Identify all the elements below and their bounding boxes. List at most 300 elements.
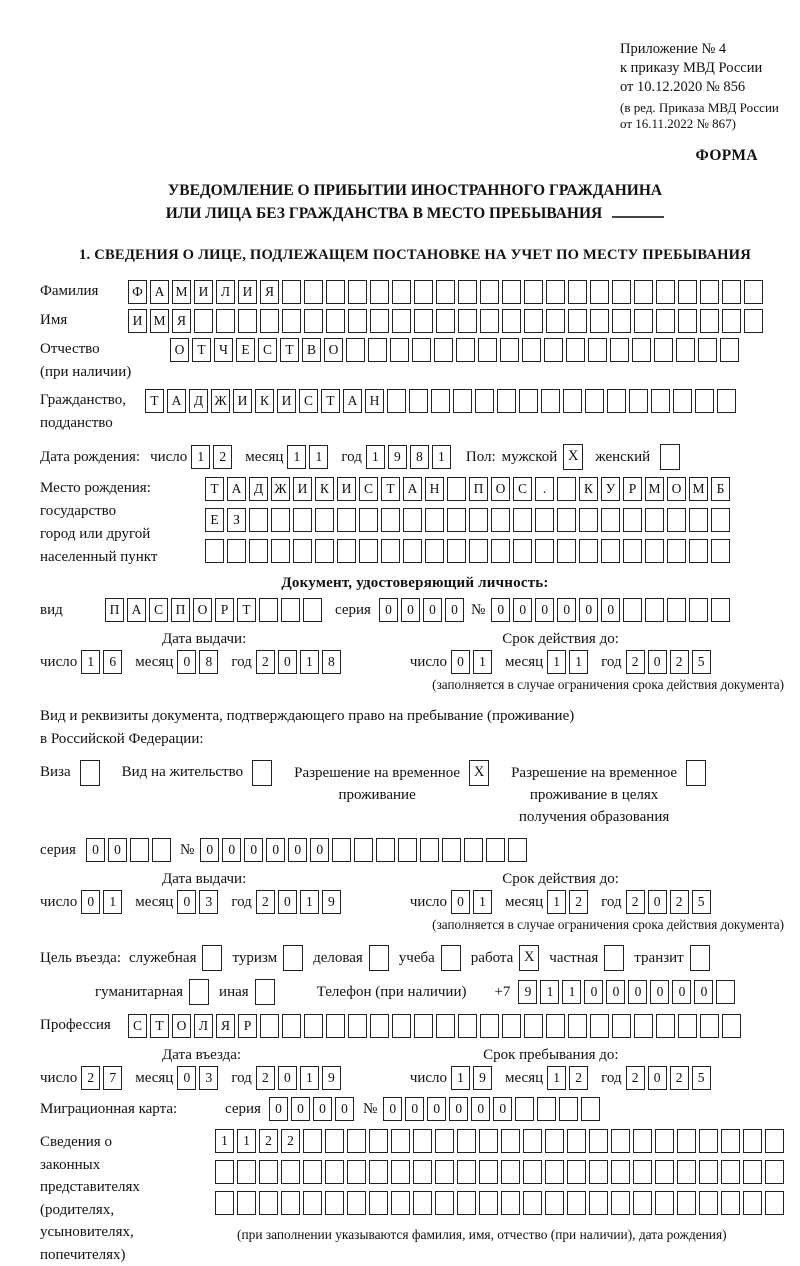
char-cell[interactable] bbox=[304, 280, 323, 304]
char-cell[interactable]: Т bbox=[205, 477, 224, 501]
char-cell[interactable]: 0 bbox=[471, 1097, 490, 1121]
char-cell[interactable] bbox=[347, 1191, 366, 1215]
char-cell[interactable]: О bbox=[667, 477, 686, 501]
char-cell[interactable]: 0 bbox=[650, 980, 669, 1004]
sex-female-checkbox[interactable] bbox=[660, 444, 680, 470]
char-cell[interactable] bbox=[678, 280, 697, 304]
char-cell[interactable] bbox=[623, 508, 642, 532]
char-cell[interactable]: 2 bbox=[281, 1129, 300, 1153]
char-cell[interactable] bbox=[347, 1160, 366, 1184]
char-cell[interactable]: 0 bbox=[269, 1097, 288, 1121]
char-cell[interactable]: 9 bbox=[473, 1066, 492, 1090]
char-cell[interactable]: Е bbox=[205, 508, 224, 532]
char-cell[interactable] bbox=[524, 1014, 543, 1038]
purpose-other-checkbox[interactable] bbox=[255, 979, 275, 1005]
purpose-work-checkbox[interactable]: X bbox=[519, 945, 539, 971]
char-cell[interactable] bbox=[544, 338, 563, 362]
char-cell[interactable] bbox=[667, 539, 686, 563]
char-cell[interactable]: 0 bbox=[86, 838, 105, 862]
char-cell[interactable] bbox=[607, 389, 626, 413]
char-cell[interactable] bbox=[667, 508, 686, 532]
char-cell[interactable] bbox=[645, 539, 664, 563]
char-cell[interactable] bbox=[413, 1129, 432, 1153]
char-cell[interactable] bbox=[486, 838, 505, 862]
char-cell[interactable]: С bbox=[149, 598, 168, 622]
char-cell[interactable] bbox=[194, 309, 213, 333]
char-cell[interactable]: 0 bbox=[278, 1066, 297, 1090]
char-cell[interactable] bbox=[522, 338, 541, 362]
char-cell[interactable]: 1 bbox=[473, 890, 492, 914]
char-cell[interactable]: . bbox=[535, 477, 554, 501]
char-cell[interactable]: Л bbox=[194, 1014, 213, 1038]
char-cell[interactable]: 0 bbox=[291, 1097, 310, 1121]
char-cell[interactable] bbox=[667, 598, 686, 622]
char-cell[interactable] bbox=[698, 338, 717, 362]
char-cell[interactable]: 1 bbox=[547, 650, 566, 674]
char-cell[interactable]: Т bbox=[381, 477, 400, 501]
char-cell[interactable] bbox=[479, 1191, 498, 1215]
char-cell[interactable]: Т bbox=[321, 389, 340, 413]
char-cell[interactable] bbox=[370, 1014, 389, 1038]
char-cell[interactable] bbox=[414, 309, 433, 333]
char-cell[interactable]: П bbox=[171, 598, 190, 622]
char-cell[interactable] bbox=[677, 1129, 696, 1153]
char-cell[interactable]: О bbox=[170, 338, 189, 362]
char-cell[interactable] bbox=[590, 1014, 609, 1038]
char-cell[interactable] bbox=[458, 280, 477, 304]
char-cell[interactable] bbox=[281, 1191, 300, 1215]
char-cell[interactable]: К bbox=[315, 477, 334, 501]
char-cell[interactable]: З bbox=[227, 508, 246, 532]
char-cell[interactable] bbox=[721, 1129, 740, 1153]
char-cell[interactable]: М bbox=[172, 280, 191, 304]
char-cell[interactable]: 0 bbox=[335, 1097, 354, 1121]
char-cell[interactable] bbox=[497, 389, 516, 413]
char-cell[interactable]: 0 bbox=[451, 650, 470, 674]
char-cell[interactable] bbox=[678, 309, 697, 333]
char-cell[interactable]: 1 bbox=[300, 890, 319, 914]
char-cell[interactable] bbox=[502, 309, 521, 333]
char-cell[interactable]: 2 bbox=[670, 1066, 689, 1090]
char-cell[interactable]: 0 bbox=[513, 598, 532, 622]
char-cell[interactable]: Р bbox=[623, 477, 642, 501]
purpose-private-checkbox[interactable] bbox=[604, 945, 624, 971]
char-cell[interactable]: Р bbox=[238, 1014, 257, 1038]
char-cell[interactable]: 0 bbox=[310, 838, 329, 862]
char-cell[interactable] bbox=[337, 539, 356, 563]
char-cell[interactable]: 1 bbox=[215, 1129, 234, 1153]
char-cell[interactable] bbox=[678, 1014, 697, 1038]
char-cell[interactable] bbox=[524, 309, 543, 333]
char-cell[interactable] bbox=[409, 389, 428, 413]
char-cell[interactable]: С bbox=[258, 338, 277, 362]
char-cell[interactable]: И bbox=[194, 280, 213, 304]
char-cell[interactable] bbox=[557, 508, 576, 532]
char-cell[interactable]: 0 bbox=[606, 980, 625, 1004]
char-cell[interactable]: 5 bbox=[692, 1066, 711, 1090]
char-cell[interactable] bbox=[480, 309, 499, 333]
char-cell[interactable]: 0 bbox=[451, 890, 470, 914]
char-cell[interactable]: 0 bbox=[177, 650, 196, 674]
char-cell[interactable]: 8 bbox=[199, 650, 218, 674]
char-cell[interactable] bbox=[315, 508, 334, 532]
char-cell[interactable] bbox=[677, 1191, 696, 1215]
char-cell[interactable] bbox=[744, 309, 763, 333]
char-cell[interactable]: А bbox=[150, 280, 169, 304]
char-cell[interactable] bbox=[611, 1191, 630, 1215]
char-cell[interactable]: 0 bbox=[423, 598, 442, 622]
char-cell[interactable] bbox=[392, 309, 411, 333]
char-cell[interactable]: 1 bbox=[237, 1129, 256, 1153]
char-cell[interactable] bbox=[337, 508, 356, 532]
char-cell[interactable] bbox=[765, 1160, 784, 1184]
char-cell[interactable] bbox=[249, 508, 268, 532]
char-cell[interactable] bbox=[281, 598, 300, 622]
temp-residence-checkbox[interactable]: X bbox=[469, 760, 489, 786]
char-cell[interactable] bbox=[645, 508, 664, 532]
char-cell[interactable]: А bbox=[343, 389, 362, 413]
char-cell[interactable] bbox=[271, 539, 290, 563]
char-cell[interactable] bbox=[325, 1129, 344, 1153]
char-cell[interactable] bbox=[391, 1160, 410, 1184]
purpose-humanitarian-checkbox[interactable] bbox=[189, 979, 209, 1005]
char-cell[interactable] bbox=[447, 508, 466, 532]
char-cell[interactable] bbox=[413, 1191, 432, 1215]
char-cell[interactable] bbox=[656, 309, 675, 333]
char-cell[interactable]: М bbox=[689, 477, 708, 501]
char-cell[interactable]: 0 bbox=[445, 598, 464, 622]
char-cell[interactable] bbox=[431, 389, 450, 413]
char-cell[interactable] bbox=[502, 280, 521, 304]
char-cell[interactable] bbox=[398, 838, 417, 862]
char-cell[interactable] bbox=[413, 1160, 432, 1184]
char-cell[interactable]: 0 bbox=[81, 890, 100, 914]
char-cell[interactable] bbox=[469, 539, 488, 563]
char-cell[interactable] bbox=[435, 1129, 454, 1153]
char-cell[interactable] bbox=[425, 508, 444, 532]
char-cell[interactable] bbox=[478, 338, 497, 362]
char-cell[interactable]: 0 bbox=[557, 598, 576, 622]
char-cell[interactable] bbox=[369, 1191, 388, 1215]
char-cell[interactable]: А bbox=[403, 477, 422, 501]
char-cell[interactable] bbox=[601, 508, 620, 532]
char-cell[interactable] bbox=[589, 1191, 608, 1215]
char-cell[interactable]: 2 bbox=[256, 1066, 275, 1090]
char-cell[interactable]: 2 bbox=[256, 650, 275, 674]
char-cell[interactable] bbox=[523, 1129, 542, 1153]
char-cell[interactable] bbox=[700, 280, 719, 304]
char-cell[interactable]: 0 bbox=[266, 838, 285, 862]
char-cell[interactable]: 1 bbox=[81, 650, 100, 674]
char-cell[interactable]: 2 bbox=[259, 1129, 278, 1153]
char-cell[interactable] bbox=[557, 477, 576, 501]
char-cell[interactable] bbox=[513, 539, 532, 563]
char-cell[interactable] bbox=[515, 1097, 534, 1121]
char-cell[interactable]: И bbox=[128, 309, 147, 333]
char-cell[interactable] bbox=[546, 1014, 565, 1038]
char-cell[interactable] bbox=[475, 389, 494, 413]
char-cell[interactable]: 1 bbox=[547, 1066, 566, 1090]
char-cell[interactable] bbox=[634, 309, 653, 333]
char-cell[interactable] bbox=[559, 1097, 578, 1121]
char-cell[interactable]: 2 bbox=[213, 445, 232, 469]
char-cell[interactable]: 0 bbox=[177, 1066, 196, 1090]
char-cell[interactable] bbox=[722, 309, 741, 333]
char-cell[interactable] bbox=[479, 1160, 498, 1184]
char-cell[interactable] bbox=[303, 1160, 322, 1184]
char-cell[interactable] bbox=[535, 539, 554, 563]
char-cell[interactable] bbox=[347, 1129, 366, 1153]
char-cell[interactable]: И bbox=[233, 389, 252, 413]
char-cell[interactable]: 1 bbox=[103, 890, 122, 914]
char-cell[interactable] bbox=[215, 1191, 234, 1215]
char-cell[interactable]: 0 bbox=[278, 890, 297, 914]
char-cell[interactable]: М bbox=[645, 477, 664, 501]
char-cell[interactable] bbox=[282, 280, 301, 304]
char-cell[interactable] bbox=[519, 389, 538, 413]
char-cell[interactable] bbox=[673, 389, 692, 413]
char-cell[interactable]: С bbox=[513, 477, 532, 501]
char-cell[interactable] bbox=[215, 1160, 234, 1184]
char-cell[interactable] bbox=[502, 1014, 521, 1038]
char-cell[interactable] bbox=[589, 1129, 608, 1153]
char-cell[interactable] bbox=[293, 508, 312, 532]
char-cell[interactable]: 1 bbox=[562, 980, 581, 1004]
char-cell[interactable]: П bbox=[469, 477, 488, 501]
char-cell[interactable] bbox=[216, 309, 235, 333]
char-cell[interactable] bbox=[523, 1160, 542, 1184]
char-cell[interactable] bbox=[403, 508, 422, 532]
char-cell[interactable]: 0 bbox=[177, 890, 196, 914]
char-cell[interactable] bbox=[656, 1014, 675, 1038]
char-cell[interactable]: 9 bbox=[322, 1066, 341, 1090]
char-cell[interactable]: 0 bbox=[427, 1097, 446, 1121]
char-cell[interactable]: 0 bbox=[601, 598, 620, 622]
char-cell[interactable]: 7 bbox=[103, 1066, 122, 1090]
char-cell[interactable]: 1 bbox=[569, 650, 588, 674]
char-cell[interactable] bbox=[359, 539, 378, 563]
char-cell[interactable]: 1 bbox=[309, 445, 328, 469]
char-cell[interactable] bbox=[332, 838, 351, 862]
char-cell[interactable] bbox=[412, 338, 431, 362]
temp-residence-education-checkbox[interactable] bbox=[686, 760, 706, 786]
char-cell[interactable] bbox=[612, 309, 631, 333]
char-cell[interactable] bbox=[376, 838, 395, 862]
char-cell[interactable] bbox=[381, 508, 400, 532]
char-cell[interactable] bbox=[359, 508, 378, 532]
char-cell[interactable] bbox=[612, 1014, 631, 1038]
char-cell[interactable] bbox=[403, 539, 422, 563]
char-cell[interactable]: 0 bbox=[648, 890, 667, 914]
char-cell[interactable] bbox=[711, 508, 730, 532]
char-cell[interactable]: 2 bbox=[81, 1066, 100, 1090]
char-cell[interactable] bbox=[464, 838, 483, 862]
char-cell[interactable] bbox=[563, 389, 582, 413]
char-cell[interactable] bbox=[699, 1129, 718, 1153]
char-cell[interactable] bbox=[508, 838, 527, 862]
char-cell[interactable]: 0 bbox=[648, 1066, 667, 1090]
char-cell[interactable]: Т bbox=[145, 389, 164, 413]
char-cell[interactable] bbox=[152, 838, 171, 862]
char-cell[interactable] bbox=[721, 1160, 740, 1184]
char-cell[interactable] bbox=[259, 1191, 278, 1215]
char-cell[interactable] bbox=[633, 1160, 652, 1184]
char-cell[interactable] bbox=[720, 338, 739, 362]
char-cell[interactable] bbox=[655, 1129, 674, 1153]
char-cell[interactable] bbox=[676, 338, 695, 362]
char-cell[interactable]: Я bbox=[172, 309, 191, 333]
sex-male-checkbox[interactable]: X bbox=[563, 444, 583, 470]
char-cell[interactable] bbox=[348, 1014, 367, 1038]
char-cell[interactable] bbox=[743, 1191, 762, 1215]
char-cell[interactable]: 3 bbox=[199, 890, 218, 914]
char-cell[interactable]: 0 bbox=[584, 980, 603, 1004]
char-cell[interactable] bbox=[523, 1191, 542, 1215]
char-cell[interactable] bbox=[722, 280, 741, 304]
char-cell[interactable] bbox=[469, 508, 488, 532]
char-cell[interactable] bbox=[567, 1191, 586, 1215]
char-cell[interactable] bbox=[524, 280, 543, 304]
char-cell[interactable]: Я bbox=[216, 1014, 235, 1038]
char-cell[interactable] bbox=[447, 477, 466, 501]
char-cell[interactable] bbox=[689, 598, 708, 622]
char-cell[interactable]: 0 bbox=[278, 650, 297, 674]
char-cell[interactable] bbox=[590, 309, 609, 333]
char-cell[interactable] bbox=[205, 539, 224, 563]
char-cell[interactable] bbox=[700, 309, 719, 333]
char-cell[interactable] bbox=[722, 1014, 741, 1038]
char-cell[interactable]: Я bbox=[260, 280, 279, 304]
char-cell[interactable] bbox=[743, 1160, 762, 1184]
char-cell[interactable]: Ж bbox=[271, 477, 290, 501]
char-cell[interactable]: С bbox=[359, 477, 378, 501]
char-cell[interactable]: О bbox=[491, 477, 510, 501]
char-cell[interactable]: Н bbox=[425, 477, 444, 501]
char-cell[interactable] bbox=[456, 338, 475, 362]
char-cell[interactable] bbox=[535, 508, 554, 532]
char-cell[interactable] bbox=[260, 1014, 279, 1038]
char-cell[interactable] bbox=[513, 508, 532, 532]
char-cell[interactable]: 2 bbox=[569, 1066, 588, 1090]
char-cell[interactable] bbox=[447, 539, 466, 563]
char-cell[interactable] bbox=[546, 309, 565, 333]
char-cell[interactable]: Е bbox=[236, 338, 255, 362]
char-cell[interactable] bbox=[566, 338, 585, 362]
char-cell[interactable] bbox=[655, 1160, 674, 1184]
char-cell[interactable]: 0 bbox=[288, 838, 307, 862]
char-cell[interactable] bbox=[541, 389, 560, 413]
char-cell[interactable] bbox=[717, 389, 736, 413]
char-cell[interactable]: К bbox=[579, 477, 598, 501]
char-cell[interactable] bbox=[369, 1129, 388, 1153]
char-cell[interactable] bbox=[435, 1160, 454, 1184]
char-cell[interactable] bbox=[765, 1129, 784, 1153]
char-cell[interactable] bbox=[537, 1097, 556, 1121]
char-cell[interactable] bbox=[259, 598, 278, 622]
char-cell[interactable] bbox=[392, 1014, 411, 1038]
char-cell[interactable] bbox=[568, 309, 587, 333]
char-cell[interactable] bbox=[227, 539, 246, 563]
char-cell[interactable]: 1 bbox=[473, 650, 492, 674]
char-cell[interactable]: О bbox=[172, 1014, 191, 1038]
char-cell[interactable] bbox=[612, 280, 631, 304]
char-cell[interactable]: 1 bbox=[287, 445, 306, 469]
char-cell[interactable] bbox=[610, 338, 629, 362]
char-cell[interactable] bbox=[568, 280, 587, 304]
char-cell[interactable]: Ч bbox=[214, 338, 233, 362]
char-cell[interactable] bbox=[677, 1160, 696, 1184]
char-cell[interactable] bbox=[368, 338, 387, 362]
char-cell[interactable] bbox=[590, 280, 609, 304]
char-cell[interactable] bbox=[304, 1014, 323, 1038]
char-cell[interactable]: 5 bbox=[692, 650, 711, 674]
char-cell[interactable]: Н bbox=[365, 389, 384, 413]
char-cell[interactable] bbox=[457, 1129, 476, 1153]
char-cell[interactable] bbox=[629, 389, 648, 413]
char-cell[interactable] bbox=[434, 338, 453, 362]
char-cell[interactable] bbox=[354, 838, 373, 862]
char-cell[interactable] bbox=[689, 508, 708, 532]
char-cell[interactable] bbox=[611, 1129, 630, 1153]
char-cell[interactable] bbox=[579, 539, 598, 563]
char-cell[interactable]: А bbox=[227, 477, 246, 501]
char-cell[interactable] bbox=[480, 280, 499, 304]
char-cell[interactable] bbox=[348, 309, 367, 333]
char-cell[interactable] bbox=[588, 338, 607, 362]
char-cell[interactable] bbox=[480, 1014, 499, 1038]
residence-permit-checkbox[interactable] bbox=[252, 760, 272, 786]
char-cell[interactable] bbox=[370, 309, 389, 333]
char-cell[interactable] bbox=[436, 1014, 455, 1038]
char-cell[interactable]: О bbox=[324, 338, 343, 362]
char-cell[interactable]: 0 bbox=[379, 598, 398, 622]
char-cell[interactable] bbox=[567, 1160, 586, 1184]
char-cell[interactable]: 1 bbox=[366, 445, 385, 469]
char-cell[interactable]: А bbox=[127, 598, 146, 622]
char-cell[interactable]: С bbox=[128, 1014, 147, 1038]
char-cell[interactable]: 8 bbox=[410, 445, 429, 469]
char-cell[interactable]: 2 bbox=[626, 1066, 645, 1090]
char-cell[interactable] bbox=[458, 309, 477, 333]
char-cell[interactable] bbox=[259, 1160, 278, 1184]
char-cell[interactable]: А bbox=[167, 389, 186, 413]
char-cell[interactable] bbox=[557, 539, 576, 563]
char-cell[interactable] bbox=[634, 280, 653, 304]
char-cell[interactable]: 2 bbox=[569, 890, 588, 914]
char-cell[interactable] bbox=[721, 1191, 740, 1215]
char-cell[interactable]: Т bbox=[280, 338, 299, 362]
char-cell[interactable] bbox=[501, 1160, 520, 1184]
char-cell[interactable] bbox=[260, 309, 279, 333]
char-cell[interactable] bbox=[501, 1129, 520, 1153]
char-cell[interactable] bbox=[391, 1129, 410, 1153]
char-cell[interactable] bbox=[130, 838, 149, 862]
char-cell[interactable]: 0 bbox=[535, 598, 554, 622]
char-cell[interactable]: 2 bbox=[670, 890, 689, 914]
char-cell[interactable] bbox=[457, 1191, 476, 1215]
char-cell[interactable]: И bbox=[277, 389, 296, 413]
char-cell[interactable] bbox=[716, 980, 735, 1004]
char-cell[interactable] bbox=[304, 309, 323, 333]
char-cell[interactable] bbox=[645, 598, 664, 622]
char-cell[interactable] bbox=[546, 280, 565, 304]
char-cell[interactable]: Л bbox=[216, 280, 235, 304]
char-cell[interactable]: Т bbox=[192, 338, 211, 362]
char-cell[interactable] bbox=[623, 598, 642, 622]
char-cell[interactable] bbox=[656, 280, 675, 304]
char-cell[interactable]: К bbox=[255, 389, 274, 413]
char-cell[interactable] bbox=[282, 309, 301, 333]
